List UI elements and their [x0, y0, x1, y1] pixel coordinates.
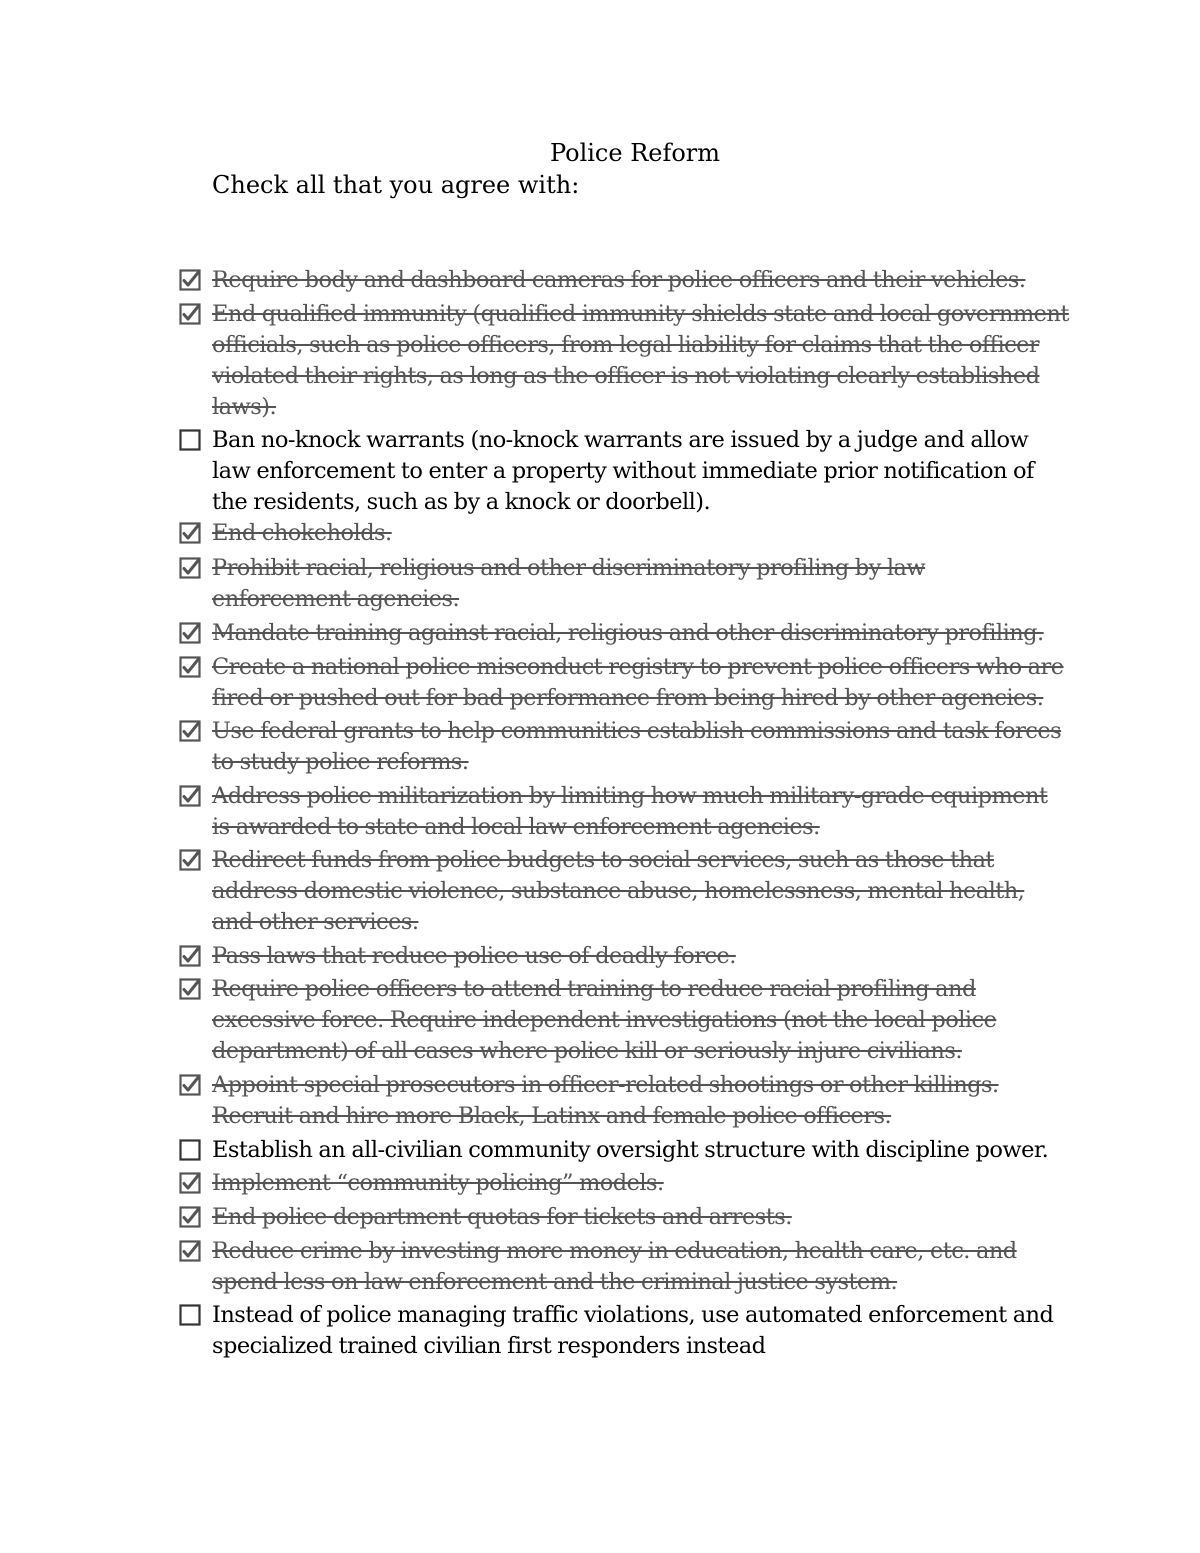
checklist-item[interactable] — [179, 425, 1069, 518]
checklist-item[interactable] — [179, 553, 1069, 615]
checklist-item[interactable] — [179, 1202, 1069, 1233]
checklist-item-label: Ban no-knock warrants (no-knock warrants are issued by a judge and allow law enforcement to enter a property without immediate prior notification of the residents, such as by a knock or doorbell). — [212, 427, 1034, 515]
checklist-item[interactable] — [179, 1168, 1069, 1199]
checklist-item[interactable] — [179, 974, 1069, 1067]
checklist-item-label: Mandate training against racial, religious and other discriminatory profiling. — [212, 620, 1044, 646]
checklist-item-label: Use federal grants to help communities establish commissions and task forces to study police reforms. — [212, 718, 1062, 775]
checklist-item-label: Require police officers to attend training to reduce racial profiling and excessive force. Require independent investigations (not the local police department) of all cases where police kill or seriously injure civilians. — [212, 976, 997, 1064]
checked-checkbox-icon[interactable] — [179, 1240, 201, 1262]
checklist-item-label: End chokeholds. — [212, 520, 392, 546]
checked-checkbox-icon[interactable] — [179, 1074, 201, 1096]
checklist-item[interactable] — [179, 652, 1069, 714]
checked-checkbox-icon[interactable] — [179, 978, 201, 1000]
unchecked-checkbox-icon[interactable] — [179, 1304, 201, 1326]
checklist-item-label: Address police militarization by limiting how much military-grade equipment is awarded to state and local law enforcement agencies. — [212, 783, 1048, 840]
checked-checkbox-icon[interactable] — [179, 785, 201, 807]
instruction-text: Check all that you agree with: — [212, 171, 580, 199]
checklist-item[interactable] — [179, 1236, 1069, 1298]
checklist-item-label: Redirect funds from police budgets to social services, such as those that address domestic violence, substance abuse, homelessness, mental health, and other services. — [212, 847, 1025, 935]
checked-checkbox-icon[interactable] — [179, 849, 201, 871]
checklist-item-label: Require body and dashboard cameras for police officers and their vehicles. — [212, 267, 1026, 293]
checked-checkbox-icon[interactable] — [179, 656, 201, 678]
checklist-item[interactable] — [179, 941, 1069, 972]
checklist-item[interactable] — [179, 618, 1069, 649]
checklist-item-label: Instead of police managing traffic violations, use automated enforcement and specialized trained civilian first responders instead — [212, 1302, 1054, 1359]
checked-checkbox-icon[interactable] — [179, 720, 201, 742]
checked-checkbox-icon[interactable] — [179, 557, 201, 579]
checked-checkbox-icon[interactable] — [179, 269, 201, 291]
checklist-item-label: Pass laws that reduce police use of deadly force. — [212, 943, 736, 969]
checked-checkbox-icon[interactable] — [179, 303, 201, 325]
checked-checkbox-icon[interactable] — [179, 1206, 201, 1228]
checklist-item[interactable] — [179, 781, 1069, 843]
checklist-item[interactable] — [179, 845, 1069, 938]
checklist-item-label: Establish an all-civilian community oversight structure with discipline power. — [212, 1137, 1049, 1163]
checklist-item-label: End police department quotas for tickets and arrests. — [212, 1204, 792, 1230]
checklist-item-label: Appoint special prosecutors in officer-related shootings or other killings. Recruit and hire more Black, Latinx and female police officers. — [212, 1072, 999, 1129]
unchecked-checkbox-icon[interactable] — [179, 429, 201, 451]
checklist-item[interactable] — [179, 299, 1069, 423]
checklist-item-label: Reduce crime by investing more money in education, health care, etc. and spend less on law enforcement and the criminal justice system. — [212, 1238, 1017, 1295]
checklist-item[interactable] — [179, 1070, 1069, 1132]
checklist-item-label: Create a national police misconduct registry to prevent police officers who are fired or pushed out for bad performance from being hired by other agencies. — [212, 654, 1064, 711]
checked-checkbox-icon[interactable] — [179, 945, 201, 967]
unchecked-checkbox-icon[interactable] — [179, 1139, 201, 1161]
checklist-item-label: Implement “community policing” models. — [212, 1170, 664, 1196]
checklist-item[interactable] — [179, 1135, 1069, 1166]
checklist-item[interactable] — [179, 265, 1069, 296]
checklist-item[interactable] — [179, 1300, 1069, 1362]
checklist-item-label: Prohibit racial, religious and other discriminatory profiling by law enforcement agencies. — [212, 555, 926, 612]
checked-checkbox-icon[interactable] — [179, 522, 201, 544]
checked-checkbox-icon[interactable] — [179, 622, 201, 644]
checklist-item[interactable] — [179, 716, 1069, 778]
checklist-item[interactable] — [179, 518, 1069, 549]
checklist-item-label: End qualified immunity (qualified immunity shields state and local government officials, such as police officers, from legal liability for claims that the officer violated their rights, as long as the officer is not violating clearly established laws). — [212, 301, 1069, 420]
page-title: Police Reform — [549, 139, 721, 167]
checked-checkbox-icon[interactable] — [179, 1172, 201, 1194]
